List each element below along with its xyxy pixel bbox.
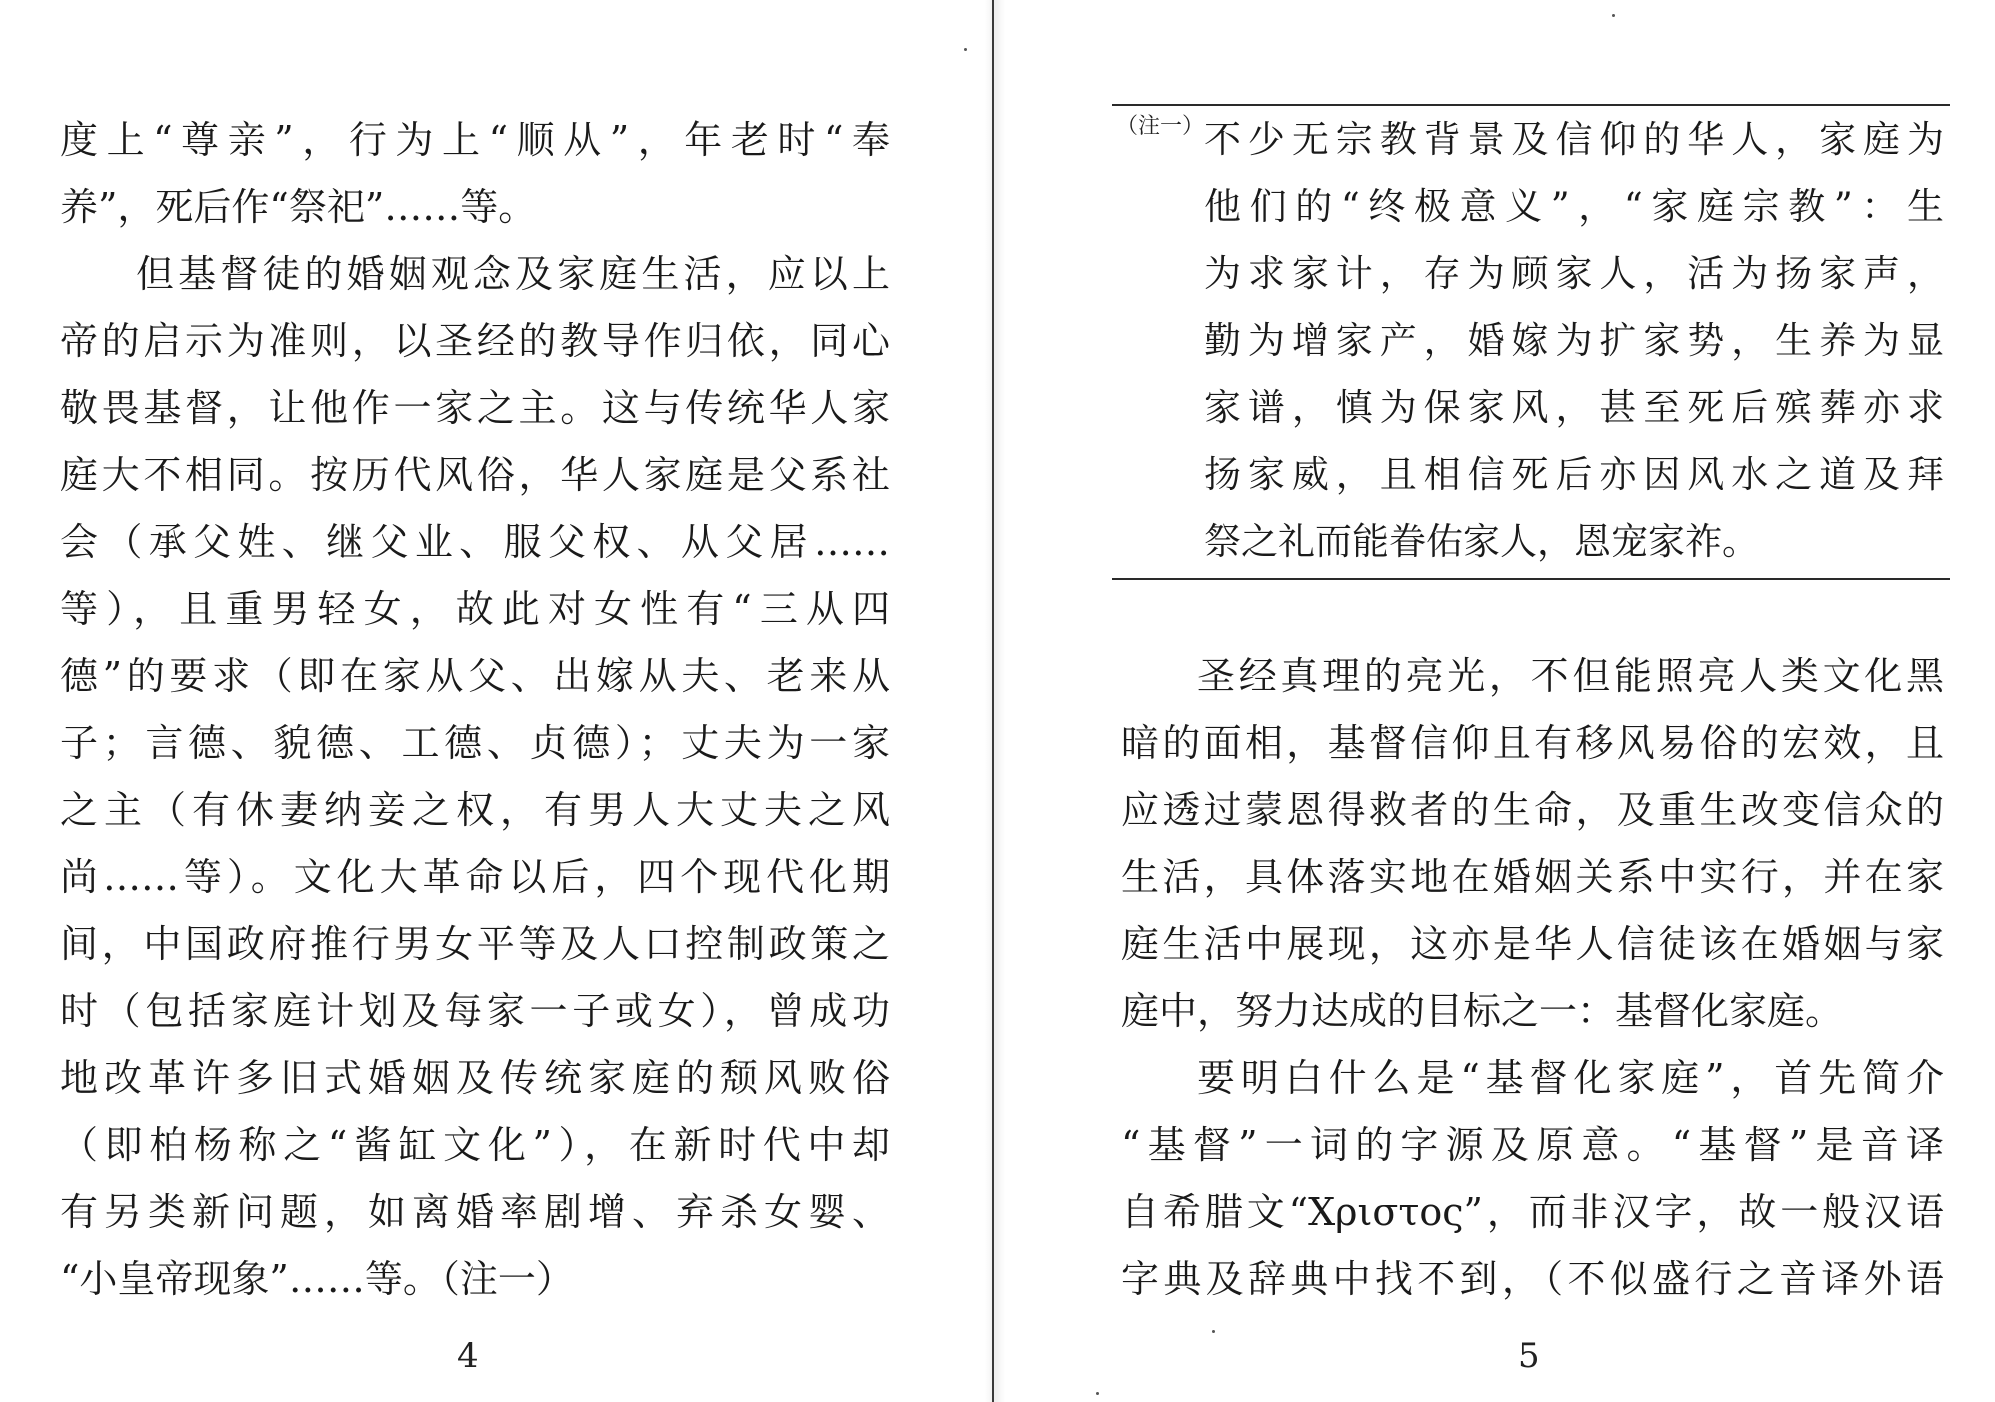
- left-line-8: 等），且重男轻女，故此对女性有“三从四: [60, 587, 890, 631]
- left-line-16: （即柏杨称之“酱缸文化”），在新时代中却: [60, 1123, 890, 1167]
- left-page: [0, 0, 990, 1402]
- right-line-3: 应透过蒙恩得救者的生命，及重生改变信众的: [1121, 788, 1944, 832]
- right-line-1: 圣经真理的亮光，不但能照亮人类文化黑: [1197, 654, 1944, 698]
- right-line-6: 庭中，努力达成的目标之一：基督化家庭。: [1121, 989, 1844, 1033]
- scan-speck: [1612, 14, 1615, 17]
- right-line-7: 要明白什么是“基督化家庭”，首先简介: [1197, 1056, 1944, 1100]
- right-line-8: “基督”一词的字源及原意。“基督”是音译: [1121, 1123, 1944, 1167]
- footnote-line-4: 勤为增家产，婚嫁为扩家势，生养为显: [1204, 319, 1944, 362]
- left-line-13: 间，中国政府推行男女平等及人口控制政策之: [60, 922, 890, 966]
- left-line-5: 敬畏基督，让他作一家之主。这与传统华人家: [60, 386, 890, 430]
- left-line-2: 养”，死后作“祭祀”……等。: [60, 185, 537, 229]
- footnote-line-5: 家谱，慎为保家风，甚至死后殡葬亦求: [1204, 386, 1944, 429]
- footnote-line-6: 扬家威，且相信死后亦因风水之道及拜: [1204, 453, 1944, 496]
- page-number-right: 5: [1518, 1336, 1540, 1376]
- footnote-marker: （注一）: [1116, 114, 1205, 139]
- footnote-top-rule: [1112, 104, 1950, 106]
- footnote-line-2: 他们的“终极意义”，“家庭宗教”：生: [1204, 185, 1944, 228]
- right-line-9: 自希腊文“Χριστος”，而非汉字，故一般汉语: [1121, 1190, 1944, 1234]
- left-line-1: 度上“尊亲”，行为上“顺从”，年老时“奉: [60, 118, 890, 162]
- right-page: [996, 0, 1995, 1402]
- left-line-4: 帝的启示为准则，以圣经的教导作归依，同心: [60, 319, 890, 363]
- footnote-bottom-rule: [1112, 578, 1950, 580]
- left-line-12: 尚……等）。文化大革命以后，四个现代化期: [60, 855, 890, 899]
- scan-speck: [1096, 1392, 1099, 1395]
- footnote-line-3: 为求家计，存为顾家人，活为扬家声，: [1204, 252, 1944, 295]
- scan-speck: [964, 48, 967, 51]
- scan-speck: [1212, 1330, 1215, 1333]
- left-line-7: 会（承父姓、继父业、服父权、从父居……: [60, 520, 890, 564]
- left-line-11: 之主（有休妻纳妾之权，有男人大丈夫之风: [60, 788, 890, 832]
- footnote-line-7: 祭之礼而能眷佑家人，恩宠家祚。: [1204, 520, 1759, 563]
- left-line-17: 有另类新问题，如离婚率剧增、弃杀女婴、: [60, 1190, 890, 1234]
- right-line-4: 生活，具体落实地在婚姻关系中实行，并在家: [1121, 855, 1944, 899]
- left-line-3: 但基督徒的婚姻观念及家庭生活，应以上: [136, 252, 890, 296]
- right-line-10: 字典及辞典中找不到，（不似盛行之音译外语: [1121, 1257, 1944, 1301]
- left-line-6: 庭大不相同。按历代风俗，华人家庭是父系社: [60, 453, 890, 497]
- right-line-2: 暗的面相，基督信仰且有移风易俗的宏效，且: [1121, 721, 1944, 765]
- left-line-14: 时（包括家庭计划及每家一子或女），曾成功: [60, 989, 890, 1033]
- left-line-9: 德”的要求（即在家从父、出嫁从夫、老来从: [60, 654, 890, 698]
- footnote-line-1: 不少无宗教背景及信仰的华人，家庭为: [1204, 118, 1944, 161]
- book-gutter: [992, 0, 994, 1402]
- left-line-18: “小皇帝现象”……等。（注一）: [60, 1257, 574, 1301]
- left-line-15: 地改革许多旧式婚姻及传统家庭的颓风败俗: [60, 1056, 890, 1100]
- right-line-5: 庭生活中展现，这亦是华人信徒该在婚姻与家: [1121, 922, 1944, 966]
- page-number-left: 4: [457, 1336, 479, 1376]
- left-line-10: 子；言德、貌德、工德、贞德）；丈夫为一家: [60, 721, 890, 765]
